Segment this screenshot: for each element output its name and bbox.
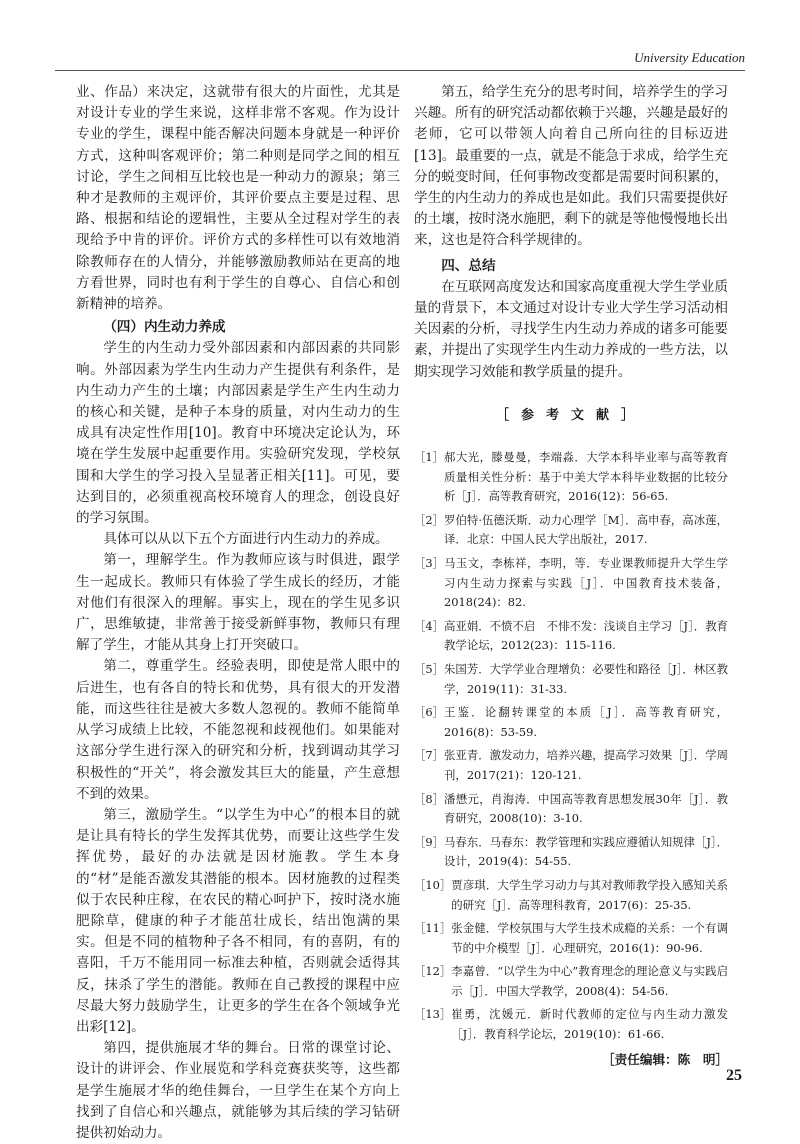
reference-item <box>414 448 728 507</box>
editor-credit: ［责任编辑：陈 明］ <box>602 1051 728 1067</box>
paragraph: 学生的内生动力受外部因素和内部因素的共同影响。外部因素为学生内生动力产生提供有利条件，是内生动力产生的土壤；内部因素是学生产生内生动力的核心和关键，是种子本身的质量，对内生动力的生成具有决定性作用[10]。教育中环境决定论认为，环境在学生发展中起重要作用。实验研究发现，学校氛围和大学生的学习投入呈显著正相关[11]。可见，要达到目的，必须重视高校环境育人的理念，创设良好的学习氛围。 <box>76 340 400 527</box>
left-column <box>76 82 400 1144</box>
paragraph: 业、作品）来决定，这就带有很大的片面性，尤其是对设计专业的学生来说，这样非常不客观。作为设计专业的学生，课程中能否解决问题本身就是一种评价方式，这种叫客观评价；第二种则是同学之间的相互讨论，学生之间相互比较也是一种动力的源泉；第三种才是教师的主观评价，其评价要点主要是过程、思路、根据和结论的逻辑性，主要从全过程对学生的表现给予中肯的评价。评价方式的多样性可以有效地消除教师存在的人情分，并能够激励教师站在更高的地方看世界，同时也有利于学生的自尊心、自信心和创新精神的培养。 <box>76 84 400 313</box>
reference-text: 高亚娟．不愤不启 不悱不发：浅谈自主学习［J］．教育教学论坛，2012(23)：115-116. <box>444 618 728 653</box>
reference-number: ［7］ <box>414 748 445 763</box>
reference-number: ［3］ <box>414 556 445 571</box>
reference-text: 崔勇，沈媛元．新时代教师的定位与内生动力激发［J］．教育科学论坛，2019(10)：61-66. <box>451 1007 728 1042</box>
reference-number: ［8］ <box>414 791 445 806</box>
paragraph: 第五，给学生充分的思考时间，培养学生的学习兴趣。所有的研究活动都依赖于兴趣，兴趣是最好的老师，它可以带领人向着自己所向往的目标迈进[13]。最重要的一点，就是不能急于求成，给学生充分的蜕变时间，任何事物改变都是需要时间积累的，学生的内生动力的养成也是如此。我们只需要提供好的土壤，按时浇水施肥，剩下的就是等他慢慢地长出来，这也是符合科学规律的。 <box>414 84 728 249</box>
reference-item <box>414 617 728 656</box>
reference-list <box>414 448 728 1045</box>
reference-text: 李嘉曾．“以学生为中心”教育理念的理论意义与实践启示［J］．中国大学教学，2008(4)：54-56. <box>451 964 728 998</box>
reference-text: 潘懋元，肖海涛．中国高等教育思想发展30年［J］．教育研究，2008(10)：3-10. <box>444 791 728 826</box>
paragraph: 在互联网高度发达和国家高度重视大学生学业质量的背景下，本文通过对设计专业大学生学习活动相关因素的分析，寻找学生内生动力养成的诸多可能要素，并提出了实现学生内生动力养成的一些方法，以期实现学习效能和教学质量的提升。 <box>414 278 728 380</box>
reference-text: 贾彦琪．大学生学习动力与其对教师教学投入感知关系的研究［J］．高等理科教育，2017(6)：25-35. <box>451 877 728 912</box>
paragraph: 第四，提供施展才华的舞台。日常的课堂讨论、设计的讲评会、作业展览和学科竞赛获奖等，这些都是学生施展才华的绝佳舞台，一旦学生在某个方向上找到了自信心和兴趣点，就能够为其后续的学习钻研提供初始动力。 <box>76 1040 400 1141</box>
running-head: University Education <box>634 50 745 65</box>
reference-number: ［11］ <box>414 921 452 936</box>
reference-item <box>414 746 728 785</box>
subsection-heading: （四）内生动力养成 <box>103 319 226 336</box>
reference-text: 张金健．学校氛围与大学生技术成瘾的关系：一个有调节的中介模型［J］．心理研究，2016(1)：90-96. <box>451 921 728 955</box>
reference-number: ［6］ <box>414 705 445 720</box>
reference-number: ［1］ <box>414 450 445 465</box>
reference-item <box>414 554 728 613</box>
reference-number: ［4］ <box>414 618 445 633</box>
reference-item <box>414 876 728 915</box>
reference-number: ［10］ <box>414 877 452 892</box>
section-heading: 四、总结 <box>441 257 496 274</box>
reference-number: ［2］ <box>414 512 445 527</box>
paragraph: 第一，理解学生。作为教师应该与时俱进，跟学生一起成长。教师只有体验了学生成长的经历，才能对他们有很深入的理解。事实上，现在的学生见多识广，思维敏捷，非常善于接受新鲜事物，教师只有理解了学生，才能从其身上打开突破口。 <box>76 552 400 654</box>
reference-text: 王鉴．论翻转课堂的本质［J］．高等教育研究，2016(8)：53-59. <box>444 705 728 739</box>
reference-number: ［12］ <box>414 964 452 979</box>
reference-number: ［13］ <box>414 1007 452 1022</box>
reference-item <box>414 833 728 872</box>
right-column <box>414 82 728 1070</box>
reference-text: 朱国芳．大学学业合理增负：必要性和路径［J］．林区教学，2019(11)：31-33. <box>444 661 728 696</box>
reference-text: 张亚青．激发动力，培养兴趣，提高学习效果［J］．学周刊，2017(21)：120-121. <box>444 748 728 782</box>
reference-text: 郝大光，滕曼曼，李端淼．大学本科毕业率与高等教育质量相关性分析：基于中美大学本科毕业数据的比较分析［J］．高等教育研究，2016(12)：56-65. <box>444 450 728 504</box>
reference-item <box>414 962 728 1001</box>
paragraph: 具体可以从以下五个方面进行内生动力的养成。 <box>103 531 389 548</box>
reference-item <box>414 703 728 742</box>
reference-text: 马春东．马春东：教学管理和实践应遵循认知规律［J］．设计，2019(4)：54-55. <box>444 834 728 869</box>
reference-item <box>414 790 728 829</box>
reference-text: 马玉文，李栋祥，李明，等．专业课教师提升大学生学习内生动力探索与实践［J］．中国教育技术装备，2018(24)：82. <box>444 556 728 610</box>
references-title: ［参考文献］ <box>495 407 646 423</box>
reference-item <box>414 919 728 958</box>
reference-text: 罗伯特·伍德沃斯．动力心理学［M］．高申春，高冰莲，译．北京：中国人民大学出版社，2017. <box>444 512 728 547</box>
page-number: 25 <box>726 1067 742 1084</box>
paragraph: 第三，激励学生。“以学生为中心”的根本目的就是让具有特长的学生发挥其优势，而要让这些学生发挥优势，最好的办法就是因材施教。学生本身的“材”是能否激发其潜能的根本。因材施教的过程类似于农民种庄稼，在农民的精心呵护下，按时浇水施肥除草，健康的种子才能茁壮成长，结出饱满的果实。但是不同的植物种子各不相同，有的喜阴，有的喜阳，千万不能用同一标准去种植，否则就会适得其反，抹杀了学生的潜能。教师在自己教授的课程中应尽最大努力鼓励学生，让更多的学生在各个领域争光出彩[12]。 <box>76 806 400 1035</box>
reference-item <box>414 1005 728 1044</box>
reference-item <box>414 511 728 550</box>
reference-item <box>414 660 728 699</box>
header-rule <box>55 70 745 71</box>
reference-number: ［5］ <box>414 661 445 676</box>
paragraph: 第二，尊重学生。经验表明，即使是常人眼中的后进生，也有各自的特长和优势，具有很大的开发潜能，而这些往往是被大多数人忽视的。教师不能简单从学习成绩上比较，不能忽视和歧视他们。如果能对这部分学生进行深入的研究和分析，找到调动其学习积极性的“开关”，将会激发其巨大的能量，产生意想不到的效果。 <box>76 658 400 802</box>
reference-number: ［9］ <box>414 834 445 849</box>
